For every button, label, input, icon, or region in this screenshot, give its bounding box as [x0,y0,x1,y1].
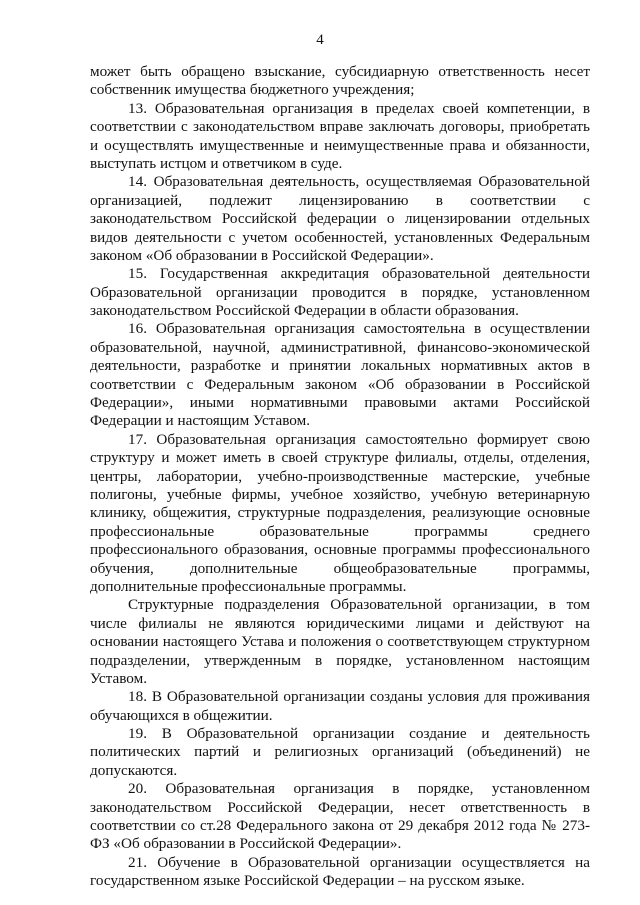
text-line: организацией, подлежит лицензированию в соответствии с [90,191,590,209]
text-line: выступать истцом и ответчиком в суде. [90,154,343,172]
text-line: 21. Обучение в Образовательной организации осуществляется на [128,853,590,871]
text-line: профессиональные образовательные программы среднего [90,522,590,540]
paragraph-structural-units [90,596,590,688]
text-line: ФЗ «Об образовании в Российской Федерации». [90,835,402,853]
text-line: структуру и может иметь в своей структуре филиалы, отделы, отделения, [90,449,590,467]
text-line: Федерации и настоящим Уставом. [90,412,311,430]
text-line: 15. Государственная аккредитация образовательной деятельности [128,265,590,283]
text-line: и осуществлять имущественные и неимущественные права и обязанности, [90,136,590,154]
paragraph-item-19 [90,725,590,780]
text-line: Образовательной организации проводится в порядке, установленном [90,283,590,301]
text-line: 14. Образовательная деятельность, осуществляемая Образовательной [128,173,590,191]
text-line: 19. В Образовательной организации создание и деятельность [128,725,590,743]
paragraph-item-14 [90,173,590,265]
text-line: соответствии с Федеральным законом «Об образовании в Российской [90,375,590,393]
paragraph-item-18 [90,688,590,725]
text-line: обучения, дополнительные общеобразовательные программы, [90,559,590,577]
text-line: законодательством Российской Федерации, несет ответственность в [90,798,590,816]
paragraph-item-20 [90,780,590,854]
text-line: 16. Образовательная организация самостоятельна в осуществлении [128,320,590,338]
text-line: клинику, общежития, структурные подразделения, реализующие основные [90,504,590,522]
text-line: допускаются. [90,761,178,779]
paragraph-item-17 [90,431,590,597]
document-body [90,63,590,891]
text-line: центры, лаборатории, учебно-производственные мастерские, учебные [90,467,590,485]
text-line: числе филиалы не являются юридическими лицами и действуют на [90,614,590,632]
text-line: Уставом. [90,669,148,687]
paragraph-item-15 [90,265,590,320]
text-line: Федерации», иными нормативными правовыми актами Российской [90,394,590,412]
text-line: видов деятельности с учетом особенностей, установленных Федеральным [90,228,590,246]
text-line: законодательством Российской федерации о лицензировании отдельных [90,210,590,228]
paragraph-continuation [90,63,590,100]
text-line: 20. Образовательная организация в порядке, установленном [128,780,590,798]
text-line: соответствии с законодательством вправе заключать договоры, приобретать [90,118,590,136]
text-line: 13. Образовательная организация в пределах своей компетенции, в [128,99,590,117]
text-line: государственном языке Российской Федерации – на русском языке. [90,872,525,890]
text-line: политических партий и религиозных организаций (объединений) не [90,743,590,761]
text-line: соответствии со ст.28 Федерального закона от 29 декабря 2012 года № 273- [90,817,590,835]
text-line: законодательством Российской Федерации в области образования. [90,302,519,320]
text-line: может быть обращено взыскание, субсидиарную ответственность несет [90,63,590,80]
text-line: профессионального образования, основные программы профессионального [90,541,590,559]
text-line: обучающихся в общежитии. [90,706,273,724]
text-line: основании настоящего Устава и положения о соответствующем структурном [90,633,590,651]
text-line: деятельности, разработке и принятии локальных нормативных актов в [90,357,590,375]
text-line: дополнительные профессиональные программы. [90,577,407,595]
paragraph-item-21 [90,854,590,891]
paragraph-item-16 [90,320,590,430]
text-line: 18. В Образовательной организации созданы условия для проживания [128,688,590,706]
text-line: 17. Образовательная организация самостоятельно формирует свою [128,430,590,448]
text-line: подразделении, утвержденным в порядке, установленном настоящим [90,651,590,669]
text-line: образовательной, научной, административной, финансово-экономической [90,338,590,356]
text-line: полигоны, учебные фирмы, учебное хозяйство, учебную ветеринарную [90,485,590,503]
page-number: 4 [316,32,324,48]
paragraph-item-13 [90,100,590,174]
text-line: собственник имущества бюджетного учреждения; [90,81,415,99]
text-line: Структурные подразделения Образовательной организации, в том [128,596,590,614]
text-line: законом «Об образовании в Российской Федерации». [90,246,434,264]
